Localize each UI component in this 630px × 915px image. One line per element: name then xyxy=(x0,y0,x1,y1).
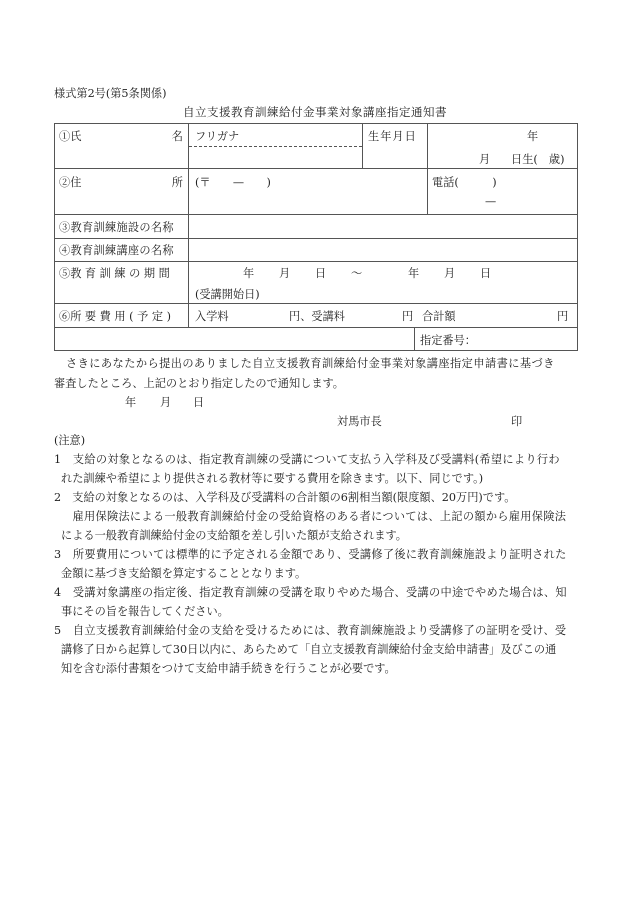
birthdate-label: 生年月日 xyxy=(368,130,417,143)
notes-heading: (注意) xyxy=(54,434,86,447)
training-period-label: ⑤教 育 訓 練 の 期 間 xyxy=(59,267,170,280)
note-4-line2: 事にその旨を報告してください。 xyxy=(61,605,229,618)
birth-year: 年 xyxy=(527,130,539,143)
furigana-dashed-line xyxy=(189,146,362,147)
column-divider xyxy=(188,124,189,327)
note-2-line1: 2 支給の対象となるのは、入学科及び受講料の合計額の6割相当額(限度額、20万円)です。 xyxy=(54,491,516,504)
mayor-title: 対馬市長 xyxy=(337,415,382,428)
column-divider xyxy=(362,124,363,168)
course-start-note: (受講開始日) xyxy=(195,288,260,301)
period-end-day: 日 xyxy=(480,267,492,280)
note-5-line3: 知を含む添付書類をつけて支給申請手続きを行うことが必要です。 xyxy=(61,662,396,675)
facility-name-label: ③教育訓練施設の名称 xyxy=(59,221,174,234)
address-label xyxy=(59,174,183,190)
row-divider xyxy=(55,327,577,328)
form-number: 様式第2号(第5条関係) xyxy=(54,87,167,100)
birth-month: 月 xyxy=(479,153,491,166)
row-divider xyxy=(55,261,577,262)
name-field[interactable] xyxy=(195,148,360,166)
note-2-line2: 雇用保険法による一般教育訓練給付金の受給資格のある者については、上記の額から雇用保険法 xyxy=(61,510,567,523)
name-label xyxy=(59,128,183,144)
course-name-field[interactable] xyxy=(195,240,575,260)
column-divider xyxy=(427,124,428,214)
expense-label: ⑥所 要 費 用 ( 予 定 ) xyxy=(59,310,171,323)
admission-fee-label: 入学料 xyxy=(195,310,229,323)
name-label-end: 名 xyxy=(171,130,183,143)
notice-date-month: 月 xyxy=(160,396,172,409)
note-3-line2: 金額に基づき支給額を算定することとなります。 xyxy=(61,567,307,580)
total-yen: 円 xyxy=(557,310,569,323)
designation-table xyxy=(54,123,578,351)
birth-day-age: 日生( 歳) xyxy=(511,153,565,166)
period-tilde: ～ xyxy=(351,267,363,280)
designation-number-label: 指定番号： xyxy=(420,334,476,347)
phone-dash: — xyxy=(485,195,497,208)
row-divider xyxy=(55,238,577,239)
notice-paragraph-line2: 審査したところ、上記のとおり指定したので通知します。 xyxy=(54,377,344,390)
row-divider xyxy=(55,214,577,215)
row-divider xyxy=(55,303,577,304)
note-5-line2: 講修了日から起算して30日以内に、あらためて「自立支援教育訓練給付金支給申請書」及びこの通 xyxy=(61,643,557,656)
document-title: 自立支援教育訓練給付金事業対象講座指定通知書 xyxy=(183,105,447,119)
tuition-fee-label: 円、受講料 xyxy=(289,310,345,323)
phone-field[interactable]: 電話( ) xyxy=(432,176,497,189)
address-label-start: ②住 xyxy=(59,176,82,189)
total-label: 合計額 xyxy=(422,310,456,323)
period-start-month: 月 xyxy=(279,267,291,280)
notice-date-year: 年 xyxy=(125,396,137,409)
period-end-year: 年 xyxy=(408,267,420,280)
name-label-start: ①氏 xyxy=(59,130,82,143)
course-name-label: ④教育訓練講座の名称 xyxy=(59,244,174,257)
note-1-line2: れた訓練や希望により提供される教材等に要する費用を除きます。以下、同じです。) xyxy=(61,472,484,485)
note-3-line1: 3 所要費用については標準的に予定される金額であり、受講修了後に教育訓練施設より証明された xyxy=(54,548,567,561)
period-start-day: 日 xyxy=(315,267,327,280)
facility-name-field[interactable] xyxy=(195,217,575,237)
address-label-end: 所 xyxy=(171,176,183,189)
period-end-month: 月 xyxy=(444,267,456,280)
postal-code-field[interactable]: (〒 — ) xyxy=(195,176,271,189)
notice-paragraph-line1: さきにあなたから提出のありました自立支援教育訓練給付金事業対象講座指定申請書に基づき xyxy=(66,357,555,370)
row-divider xyxy=(55,168,577,169)
note-2-line3: による一般教育訓練給付金の支給額を差し引いた額が支給されます。 xyxy=(61,529,407,542)
note-1-line1: 1 支給の対象となるのは、指定教育訓練の受講について支払う入学科及び受講料(希望により行わ xyxy=(54,453,560,466)
column-divider xyxy=(414,327,415,351)
tuition-yen: 円 xyxy=(402,310,414,323)
note-4-line1: 4 受講対象講座の指定後、指定教育訓練の受講を取りやめた場合、受講の中途でやめた場合は、知 xyxy=(54,586,567,599)
seal-mark: 印 xyxy=(511,415,523,428)
furigana-label: フリガナ xyxy=(195,130,240,143)
notice-date-day: 日 xyxy=(193,396,205,409)
note-5-line1: 5 自立支援教育訓練給付金の支給を受けるためには、教育訓練施設より受講修了の証明を受け、受 xyxy=(54,624,567,637)
period-start-year: 年 xyxy=(243,267,255,280)
